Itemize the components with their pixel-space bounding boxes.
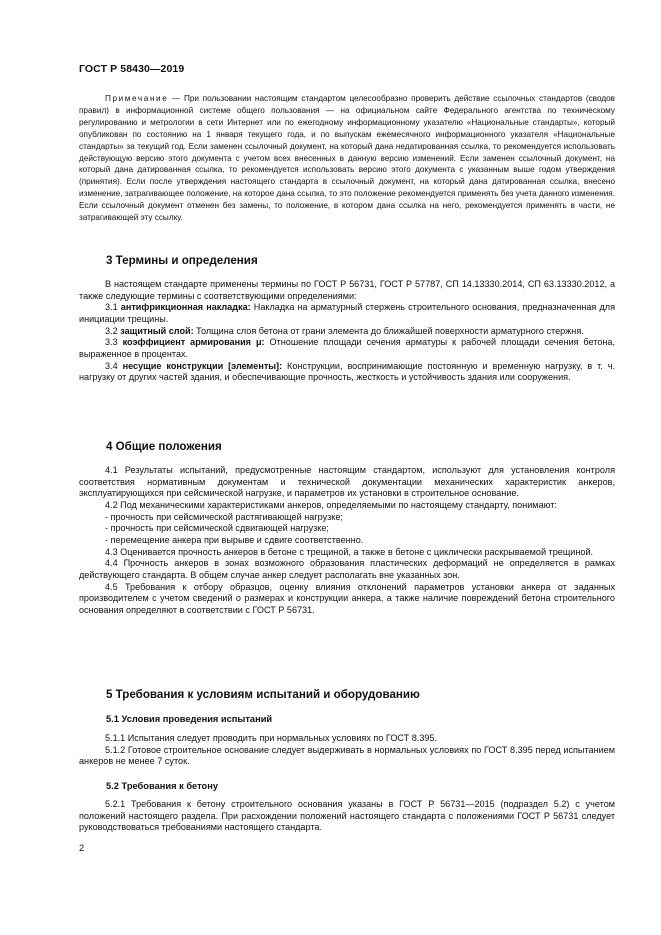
subsection-5-1-body — [79, 733, 615, 768]
note-label: Примечание — [105, 94, 169, 103]
section-4-body — [79, 465, 615, 617]
term-definition: 3.3 коэффициент армирования μ: Отношение площади сечения арматуры к рабочей площади сечения бетона, выраженное в процентах. — [79, 337, 616, 359]
note-paragraph: Примечание — При пользовании настоящим стандартом целесообразно проверить действие ссылочных стандартов (сводов правил) в информационной системе общего пользования — на официальном сайте Федерального агентства по техническому регулированию и метрологии в сети Интернет или по ежегодному информационному указателю «Национальные стандарты», который опубликован по состоянию на 1 января текущего года, и по выпускам ежемесячного информационного указателя «Национальные стандарты» за текущий год. Если заменен ссылочный документ, на который дана недатированная ссылка, то рекомендуется использовать действующую версию этого документа с учетом всех внесенных в данную версию изменений. Если заменен ссылочный документ, на который дана датированная ссылка, то рекомендуется использовать версию этого документа с указанным выше годом утверждения (принятия). Если после утверждения настоящего стандарта в ссылочный документ, на который дана датированная ссылка, внесено изменение, затрагивающее положение, на которое дана ссылка, то это положение рекомендуется применять без учета данного изменения. Если ссылочный документ отменен без замены, то положение, в котором дана ссылка на него, рекомендуется применять в части, не затрагивающей эту ссылку. — [79, 94, 615, 223]
list-item: - перемещение анкера при вырыве и сдвиге соответственно. — [105, 534, 364, 545]
paragraph: 5.1.1 Испытания следует проводить при нормальных условиях по ГОСТ 8.395. — [105, 733, 438, 743]
subsection-5-2-body — [79, 799, 615, 834]
paragraph: 4.5 Требования к отбору образцов, оценку влияния отклонений параметров установки анкера от заданных производителем с учетом сведений о размерах и конструкции анкера, а также наличие повреждений бетона строительного основания определяют в соответствии с ГОСТ Р 56731. — [79, 581, 615, 615]
section-5-heading: 5 Требования к условиям испытаний и оборудованию — [106, 688, 420, 701]
document-header: ГОСТ Р 58430—2019 — [79, 63, 185, 75]
page-number: 2 — [79, 843, 85, 853]
term-definition: 3.1 антифрикционная накладка: Накладка на арматурный стержень строительного основания, предназначенная для инициации трещины. — [79, 302, 615, 324]
subsection-5-1-heading: 5.1 Условия проведения испытаний — [106, 714, 273, 724]
list-item: - прочность при сейсмической растягивающей нагрузке; — [105, 511, 343, 522]
paragraph: 4.3 Оценивается прочность анкеров в бетоне с трещиной, а также в бетоне с циклически раскрываемой трещиной. — [105, 546, 594, 557]
section-4-heading: 4 Общие положения — [106, 440, 222, 453]
paragraph: 4.4 Прочность анкеров в зонах возможного образования пластических деформаций не определяется в рамках действующего стандарта. В общем случае анкер следует располагать вне указанных зон. — [79, 558, 615, 580]
paragraph: 4.1 Результаты испытаний, предусмотренные настоящим стандартом, используют для установления контроля соответствия нормативным документам и технической документации механических характеристик анкеров, эксплуатирующихся при сейсмической нагрузке, и параметров их установки в строительное основание. — [79, 465, 615, 499]
subsection-5-2-heading: 5.2 Требования к бетону — [106, 781, 219, 791]
paragraph: 4.2 Под механическими характеристиками анкеров, определяемыми по настоящему стандарту, понимают: — [105, 499, 557, 510]
note-block — [79, 93, 615, 224]
section-3-heading: 3 Термины и определения — [106, 254, 258, 267]
paragraph: 5.1.2 Готовое строительное основание следует выдерживать в нормальных условиях по ГОСТ 8.395 перед испытанием анкеров не менее 7 суток. — [79, 744, 615, 767]
term-definition: 3.2 защитный слой: Толщина слоя бетона от грани элемента до ближайшей поверхности арматурного стержня. — [105, 325, 584, 336]
term-definition: 3.4 несущие конструкции [элементы]: Конструкции, воспринимающие постоянную и временную нагрузку, в т. ч. нагрузку от других частей здания, и обеспечивающие прочность, жесткость и устойчивость здания или сооружения. — [79, 360, 616, 383]
section-3-body — [79, 279, 615, 384]
paragraph: 5.2.1 Требования к бетону строительного основания указаны в ГОСТ Р 56731—2015 (подраздел 5.2) с учетом положений настоящего раздела. При расхождении положений настоящего стандарта с положениями ГОСТ Р 56731 следует руководствоваться требованиями настоящего стандарта. — [79, 799, 615, 833]
paragraph: В настоящем стандарте применены термины по ГОСТ Р 56731, ГОСТ Р 57787, СП 14.13330.2014, СП 63.13330.2012, а также следующие термины с соответствующими определениями: — [79, 279, 615, 301]
list-item: - прочность при сейсмической сдвигающей нагрузке; — [105, 523, 329, 534]
